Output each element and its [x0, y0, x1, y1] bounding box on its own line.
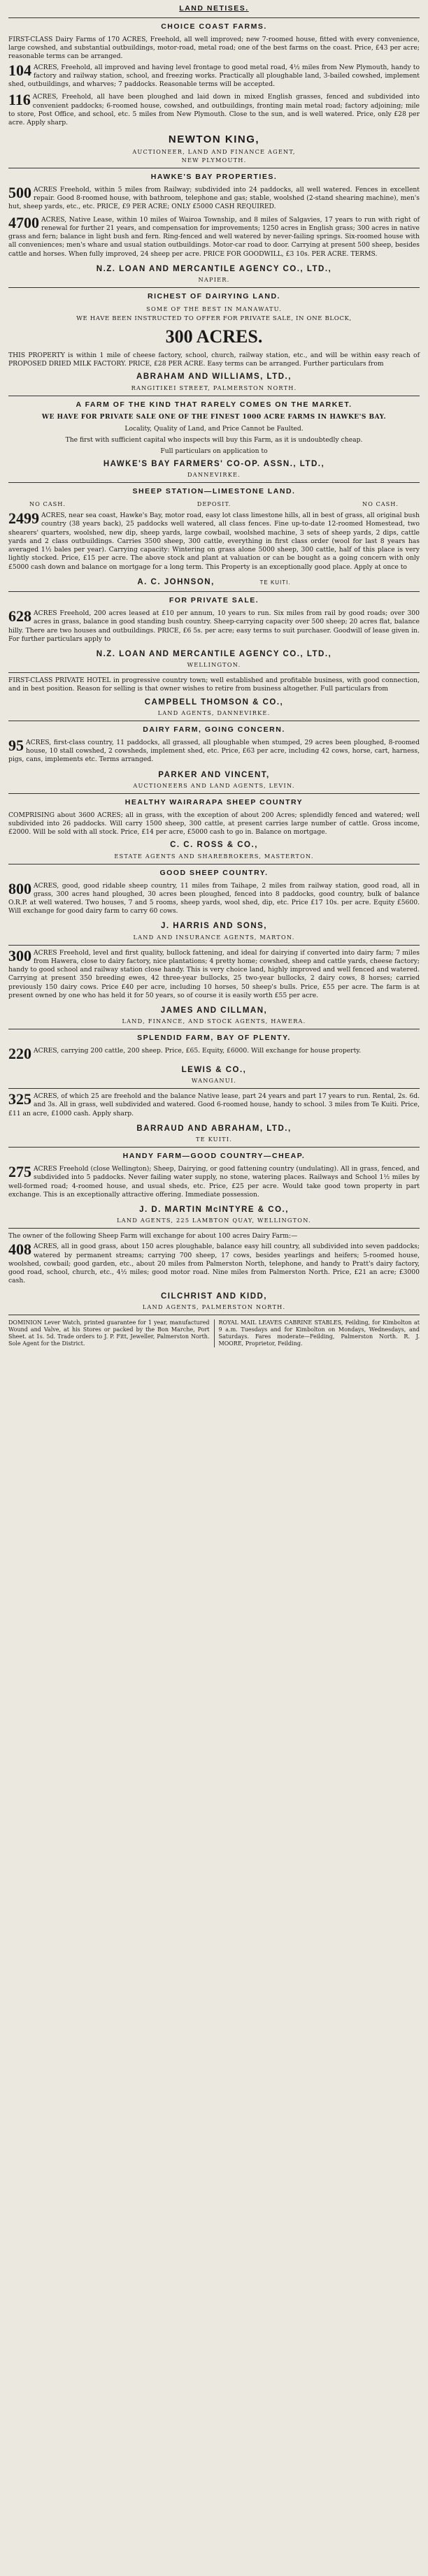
- agent-name: N.Z. LOAN AND MERCANTILE AGENCY CO., LTD.,: [96, 650, 332, 659]
- listing: [8, 61, 420, 89]
- ad-heading: A FARM OF THE KIND THAT RARELY COMES ON THE MARKET.: [76, 400, 352, 409]
- divider: [8, 1228, 420, 1229]
- agent-line: AUCTIONEER, LAND AND FINANCE AGENT,: [132, 148, 296, 156]
- agent-line: RANGITIKEI STREET, PALMERSTON NORTH.: [131, 384, 297, 391]
- footer-ad-right: ROYAL MAIL LEAVES CABRINE STABLES, Feilding, for Kimbolton at 9 a.m. Tuesdays and for Kimbolton on Mondays, Wednesdays, and Saturdays. Fares moderate—Feilding, Palmerston North. R. J. MOORE, Proprietor, Feilding.: [218, 1319, 420, 1347]
- acreage: 325: [8, 1090, 31, 1108]
- ad-hotel: [8, 676, 420, 717]
- ad-heading: HANDY FARM—GOOD COUNTRY—CHEAP.: [122, 1152, 306, 1161]
- listing: [8, 213, 420, 259]
- agent-name: J. D. MARTIN McINTYRE & CO.,: [139, 1206, 289, 1215]
- acreage: 2499: [8, 509, 39, 528]
- divider: [8, 287, 420, 288]
- term: NO CASH.: [29, 500, 66, 508]
- listing-text: ACRES Freehold, level and first quality, bullock fattening, and ideal for dairying if converted into dairy farm; 7 miles from Hawera, close to dairy factory, nice plantations; 4 pretty home; cowshed, sheep and cattle yards, cheese factory; handy to good school and railway station close handy. This is very choice land, highly improved and well fenced and watered. Carrying at present 350 breeding ewes, 42 three-year bullocks, 25 two-year bullocks, 2 dairy cows, 8 horses; carried previously 150 dairy cows. Price £40 per acre, including 10 horses, 50 sheep's bulls. Price, £55 per acre. The farm is at present owned by one who has held it for 50 years, so of course it is easily worth £55 per acre.: [8, 948, 420, 999]
- ad-heading: FOR PRIVATE SALE.: [169, 596, 259, 605]
- listing-text: ACRES, carrying 200 cattle, 200 sheep. Price, £65. Equity, £6000. Will exchange for house property.: [34, 1047, 362, 1055]
- agent-name: J. HARRIS AND SONS,: [160, 922, 268, 931]
- agent-name: ABRAHAM AND WILLIAMS, LTD.,: [136, 372, 292, 382]
- agent-line: WANGANUI.: [191, 1077, 237, 1085]
- agent-line: TE KUITI.: [195, 1136, 233, 1143]
- acreage: 4700: [8, 213, 39, 231]
- terms-row: [29, 500, 399, 508]
- listing: [8, 183, 420, 212]
- listing-text: ACRES, Native Lease, within 10 miles of Wairoa Township, and 8 miles of Salgavies, 17 years to run with right of renewal for further 21 years, and compensation for improvements; 1250 acres in English grass; 300 acres in native grass and fern; balance in light bush and fern. Ring-fenced and well watered by never-failing springs. Six-roomed house with all conveniences; men's whare and usual station outbuildings. Motor-car road to door. Carrying at present 500 sheep, besides cattle and horses. When fully improved, 24 sheep per acre. PRICE FOR GOODWILL, £3 10s. PER ACRE. TERMS.: [8, 215, 420, 258]
- agent-line: AUCTIONEERS AND LAND AGENTS, LEVIN.: [133, 781, 295, 789]
- ad-line: WE HAVE FOR PRIVATE SALE ONE OF THE FINEST 1000 ACRE FARMS IN HAWKE'S BAY.: [41, 414, 387, 421]
- divider: [8, 793, 420, 794]
- agent-name: NEWTON KING,: [168, 133, 260, 146]
- ad-heading: SHEEP STATION—LIMESTONE LAND.: [132, 487, 296, 496]
- listing-text: ACRES Freehold, 200 acres leased at £10 per annum, 10 years to run. Six miles from rail by good roads; over 300 acres in grass, balance in good standing bush country. Sheep-carrying capacity over 500 sheep; 20 acres flat, balance hilly. There are two houses and outbuildings. PRICE, £6 5s. per acre; easy terms to suit purchaser. Goodwill of lease given in. For further particulars apply to: [8, 609, 420, 643]
- divider: [8, 672, 420, 673]
- ad-choice-coast: [8, 22, 420, 164]
- agent-name: CAMPBELL THOMSON & CO.,: [144, 697, 284, 707]
- ad-dairying: [8, 292, 420, 392]
- ad-heading: HEALTHY WAIRARAPA SHEEP COUNTRY: [124, 797, 304, 806]
- listing: [8, 1240, 420, 1285]
- ad-heading: HAWKE'S BAY PROPERTIES.: [150, 173, 278, 181]
- divider: [8, 945, 420, 946]
- ad-sheep-station: [8, 487, 420, 588]
- ad-hawera: [8, 946, 420, 1026]
- ad-handy-farm: [8, 1152, 420, 1224]
- ad-private-sale: [8, 596, 420, 669]
- listing: [8, 1092, 420, 1118]
- ad-subheading: SOME OF THE BEST IN MANAWATU.: [146, 305, 282, 312]
- ad-big-number: 300 ACRES.: [165, 326, 263, 347]
- listing: [8, 879, 420, 916]
- divider: [8, 591, 420, 592]
- ad-line: Full particulars on application to: [160, 447, 268, 455]
- agent-line: LAND AGENTS, PALMERSTON NORTH.: [142, 1303, 286, 1310]
- ad-body: FIRST-CLASS PRIVATE HOTEL in progressive country town; well established and profitable business, with good connection, and in best position. Reason for selling is that owner wishes to retire from business altogether. Full particulars from: [8, 676, 420, 693]
- ad-heading: CHOICE COAST FARMS.: [161, 22, 267, 31]
- agent-line: NEW PLYMOUTH.: [181, 157, 247, 164]
- column-separator: [214, 1319, 215, 1347]
- agent-line: ESTATE AGENTS AND SHAREBROKERS, MASTERTON.: [114, 852, 314, 860]
- ad-body: THIS PROPERTY is within 1 mile of cheese factory, school, church, railway station, etc., and will be within easy reach of PROPOSED DRIED MILK FACTORY. PRICE, £28 PER ACRE. Easy terms can be arranged. Further particulars from: [8, 351, 420, 368]
- agent-line: LAND AGENTS, DANNEVIRKE.: [157, 709, 271, 716]
- listing-text: ACRES, first-class country, 11 paddocks, all grassed, all ploughable when stumped, 29 acres been ploughed, 8-roomed house, 10 stall cowshed, 2 cowsheds, implement shed, etc. Price, £63 per acre, including 42 cows, horse, cart, harness, pigs, cans, implements etc. Terms arranged.: [8, 738, 420, 764]
- agent-line: WELLINGTON.: [187, 661, 241, 669]
- acreage: 275: [8, 1163, 31, 1181]
- ad-rare-farm: [8, 400, 420, 479]
- ad-hawkes-bay: [8, 173, 420, 284]
- divider: [8, 482, 420, 483]
- divider: [8, 1088, 420, 1089]
- ad-heading: GOOD SHEEP COUNTRY.: [159, 868, 269, 877]
- agent-line: DANNEVIRKE.: [187, 471, 241, 479]
- ad-body: COMPRISING about 3600 ACRES; all in grass, with the exception of about 200 Acres; splendidly fenced and watered; well subdivided into 26 paddocks. Will carry 1500 sheep, 300 cattle, at present carries large number of cattle. Gross income, £2000. Will be sold with all stock. Price, £14 per acre, £5000 cash to go in. Balance on mortgage.: [8, 811, 420, 837]
- agent-name: C. C. ROSS & CO.,: [170, 841, 258, 850]
- newspaper-column: [8, 4, 420, 1347]
- acreage: 116: [8, 91, 31, 109]
- ad-intro: The owner of the following Sheep Farm will exchange for about 100 acres Dairy Farm:—: [8, 1232, 298, 1240]
- ad-good-sheep: [8, 869, 420, 941]
- listing-text: ACRES, all in good grass, about 150 acres ploughable, balance easy hill country, all subdivided into seven paddocks; watered by permanent streams; carrying 700 sheep, 17 cows, besides yearlings and heifers; 5-roomed house, woolshed, cowbail; good garden, etc., about 20 miles from Palmerston North, telephone, and handy to Pratt's dairy factory, good road, school, church, etc., 4½ miles; good motor road. Nine miles from Palmerston North. Price, £21 an acre; £3000 cash.: [8, 1243, 420, 1285]
- ad-heading: RICHEST OF DAIRYING LAND.: [148, 292, 280, 301]
- listing-text: ACRES Freehold (close Wellington); Sheep, Dairying, or good fattening country (undulating). All in grass, fenced, and subdivided into 5 paddocks. Never failing water supply, no stone, watering places. Railways and School 1½ miles by well-formed road; 4-roomed house, and usual sheds, etc. Price, £25 per acre. Would take good town property in part exchange. This is an exceptionally attractive offering. Immediate possession.: [8, 1165, 420, 1199]
- acreage: 300: [8, 946, 31, 964]
- ad-dairy-going: [8, 725, 420, 790]
- listing: [8, 1045, 420, 1063]
- term: NO CASH.: [362, 500, 399, 508]
- ad-line: Locality, Quality of Land, and Price Cannot be Faulted.: [124, 425, 304, 433]
- listing: [8, 736, 420, 765]
- agent-name: N.Z. LOAN AND MERCANTILE AGENCY CO., LTD.,: [96, 264, 332, 273]
- acreage: 628: [8, 607, 31, 625]
- section-header: LAND NETISES.: [179, 4, 249, 13]
- agent-place: TE KUITI.: [259, 579, 291, 586]
- listing: [8, 946, 420, 1000]
- ad-wairarapa: [8, 798, 420, 860]
- listing: [8, 93, 420, 127]
- ad-exchange: [8, 1232, 420, 1311]
- ad-body: FIRST-CLASS Dairy Farms of 170 ACRES, Freehold, all well improved; new 7-roomed house, fitted with every convenience, large cowshed, and substantial outbuildings, motor-road, metal road; one of the best farms on the coast. Price, £43 per acre; reasonable terms can be arranged.: [8, 35, 420, 61]
- agent-line: LAND AGENTS, 225 LAMBTON QUAY, WELLINGTON.: [117, 1217, 311, 1224]
- listing: [8, 509, 420, 572]
- acreage: 95: [8, 736, 24, 754]
- agent-name: HAWKE'S BAY FARMERS' CO-OP. ASSN., LTD.,: [103, 460, 325, 469]
- divider: [8, 17, 420, 18]
- agent-name: [8, 577, 420, 588]
- ad-te-kuiti: [8, 1092, 420, 1143]
- footer-ads: [8, 1319, 420, 1347]
- ad-line: The first with sufficient capital who inspects will buy this Farm, as it is undoubtedly cheap.: [65, 435, 363, 444]
- divider: [8, 1147, 420, 1148]
- footer-ad-left: DOMINION Lever Watch, printed guarantee for 1 year, manufactured Wound and Valve, at his Stores or packed by the Bon Marche, Port Sheet. at 1s. 5d. Trade orders to J. P. Fitt, Jeweller, Palmerston North. Sole Agent for the District.: [8, 1319, 210, 1347]
- listing: [8, 609, 420, 644]
- agent-line: NAPIER.: [198, 276, 230, 284]
- listing-text: ACRES, Freehold, all have been ploughed and laid down in mixed English grasses, fenced and subdivided into convenient paddocks; 6-roomed house, cowshed, and outbuildings, fronting main metal road; factory adjoining; mile to store, Post Office, and school, etc. 5 miles from New Plymouth. Close to the sun, and is well watered. Price, only £28 per acre. Apply sharp.: [8, 93, 420, 127]
- acreage: 408: [8, 1240, 31, 1259]
- agent-name-text: A. C. JOHNSON,: [137, 577, 215, 586]
- agent-name: PARKER AND VINCENT,: [158, 770, 270, 779]
- listing-text: ACRES, good, good ridable sheep country, 11 miles from Taihape, 2 miles from railway station, good road, all in grass, 300 acres hand ploughed, 30 acres been ploughed, fenced into 8 paddocks, good country, bulk of balance O.R.P. at well watered. Two houses, 7 and 5 rooms, sheep yards, wool shed, dip, etc. Price £17 10s. per acre. Equity £5600. Will exchange for good dairy farm to carry 60 cows.: [8, 881, 420, 916]
- acreage: 220: [8, 1045, 31, 1063]
- listing-text: ACRES, Freehold, all improved and having level frontage to good metal road, 4½ miles from New Plymouth, handy to factory and railway station, school, and freezing works. Practically all ploughable land, 3-bailed cowshed, implement shed, outbuildings, and wharves; 7 paddocks. Reasonable terms will be accepted.: [8, 63, 420, 89]
- ad-heading: SPLENDID FARM, BAY OF PLENTY.: [137, 1034, 291, 1043]
- listing-text: ACRES Freehold, within 5 miles from Railway; subdivided into 24 paddocks, all well watered. Fences in excellent repair. Good 8-roomed house, with bathroom, telephone and gas; stable, woolshed (2-stand shearing machine), men's hut, sheep yards, etc., etc. PRICE, £9 PER ACRE; ONLY £5000 CASH REQUIRED.: [8, 185, 420, 211]
- listing: [8, 1165, 420, 1199]
- agent-name: JAMES AND CILLMAN,: [160, 1006, 268, 1015]
- ad-line: WE HAVE BEEN INSTRUCTED TO OFFER FOR PRIVATE SALE, IN ONE BLOCK,: [76, 314, 352, 322]
- agent-name: LEWIS & CO.,: [181, 1066, 247, 1075]
- acreage: 800: [8, 879, 31, 897]
- ad-heading: DAIRY FARM, GOING CONCERN.: [143, 725, 285, 734]
- listing-text: ACRES, of which 25 are freehold and the balance Native lease, part 24 years and part 17 years to run. Rental, 2s. 6d. and 3s. All in grass, well subdivided and watered. Good 6-roomed house, handy to school. 3 miles from Te Kuiti. Price, £11 an acre, £1000 cash. Apply sharp.: [8, 1092, 420, 1117]
- agent-line: LAND AND INSURANCE AGENTS, MARTON.: [133, 933, 295, 941]
- agent-line: LAND, FINANCE, AND STOCK AGENTS, HAWERA.: [122, 1018, 306, 1025]
- agent-name: CILCHRIST AND KIDD,: [160, 1291, 267, 1301]
- ad-bay-plenty: [8, 1034, 420, 1085]
- acreage: 104: [8, 61, 31, 79]
- listing-text: ACRES, near sea coast, Hawke's Bay, motor road, easy lot class limestone hills, all in best of grass, all original bush country (38 years back), 25 paddocks well watered, all class fences. Fine up-to-date 12-roomed Homestead, two shearers' quarters, woolshed, new dip, sheep yards, large cowbail, woolshed machine, 3 sets of sheep yards, 2 dips, cattle yards and 2 class outbuildings. Carries 3500 sheep, 300 cattle, everything in first class order (wool for last 8 years has averaged 1½ bales per year). Carrying capacity: Wintering on grass alone 5000 sheep, 300 cattle, half of this place is very lightly stocked. Price, £15 per acre. The above stock and plant at valuation or can be bought as a going concern with only £5000 cash down and balance on mortgage for a long term. This Property is an exceptionally good place. Apply at once to: [8, 512, 420, 571]
- agent-name: BARRAUD AND ABRAHAM, LTD.,: [136, 1124, 292, 1133]
- acreage: 500: [8, 183, 31, 201]
- term: DEPOSIT.: [197, 500, 231, 508]
